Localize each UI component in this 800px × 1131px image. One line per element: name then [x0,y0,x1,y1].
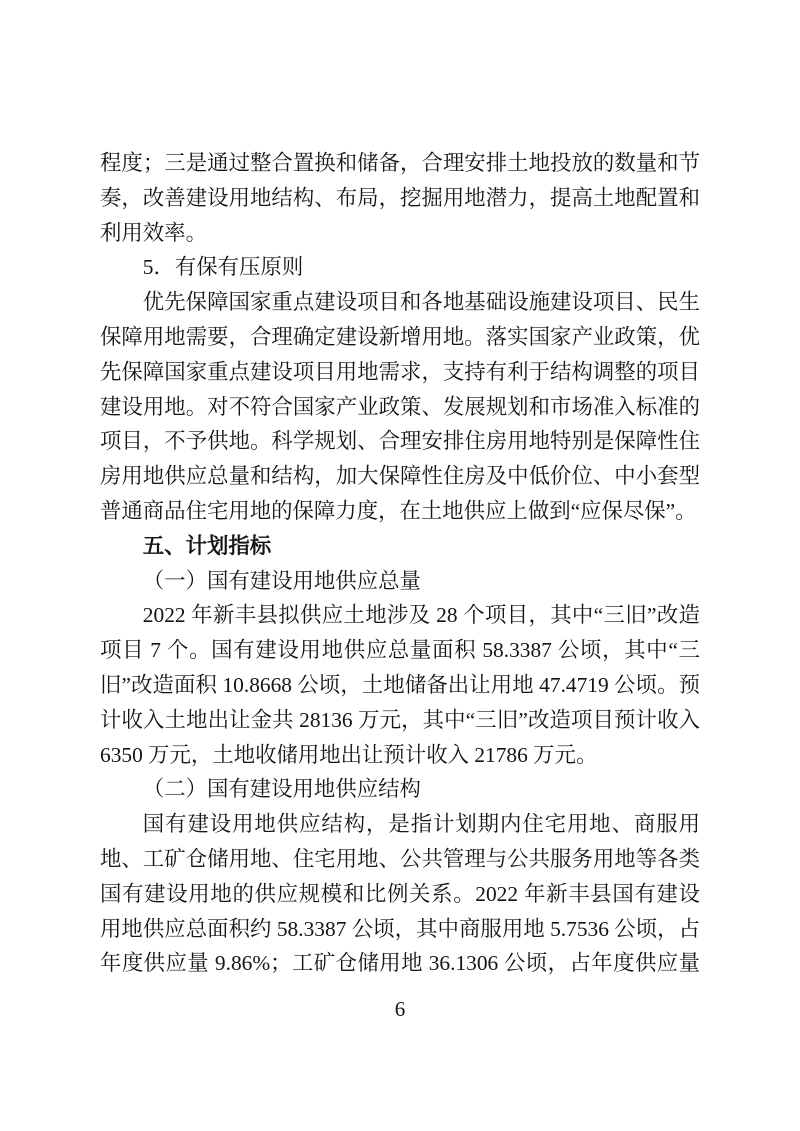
heading-subsection-2-supply-structure: （二）国有建设用地供应结构 [142,777,421,802]
paragraph-principle-5-body: 优先保障国家重点建设项目和各地基础设施建设项目、民生保障用地需要，合理确定建设新增用地。落实国家产业政策，优先保障国家重点建设项目用地需求，支持有利于结构调整的项目建设用地。对不符合国家产业政策、发展规划和市场准入标准的项目，不予供地。科学规划、合理安排住房用地特别是保障性住房用地供应总量和结构，加大保障性住房及中低价位、中小套型普通商品住宅用地的保障力度，在土地供应上做到“应保尽保”。 [100,290,700,523]
heading-subsection-1-total-supply: （一）国有建设用地供应总量 [142,568,421,593]
paragraph-supply-structure-body: 国有建设用地供应结构，是指计划期内住宅用地、商服用地、工矿仓储用地、住宅用地、公共管理与公共服务用地等各类国有建设用地的供应规模和比例关系。2022 年新丰县国有建设用地供应总面积约 58.3387 公顷，其中商服用地 5.7536 公顷，占年度供应量 9.86%；工矿仓储用地 36.1306 公顷，占年度供应量 [100,812,700,976]
paragraph-continuation: 程度；三是通过整合置换和储备，合理安排土地投放的数量和节奏，改善建设用地结构、布局，挖掘用地潜力，提高土地配置和利用效率。 [100,151,700,245]
document-body [100,146,700,981]
page-number: 6 [394,997,406,1021]
paragraph-total-supply-body: 2022 年新丰县拟供应土地涉及 28 个项目，其中“三旧”改造项目 7 个。国有建设用地供应总量面积 58.3387 公顷，其中“三旧”改造面积 10.8668 公顷，土地储备出让用地 47.4719 公顷。预计收入土地出让金共 28136 万元，其中“三旧”改造项目预计收入 6350 万元，土地收储用地出让预计收入 21786 万元。 [100,603,700,767]
heading-section-5-plan-indicators: 五、计划指标 [142,533,272,558]
heading-principle-5: 5．有保有压原则 [142,255,304,280]
